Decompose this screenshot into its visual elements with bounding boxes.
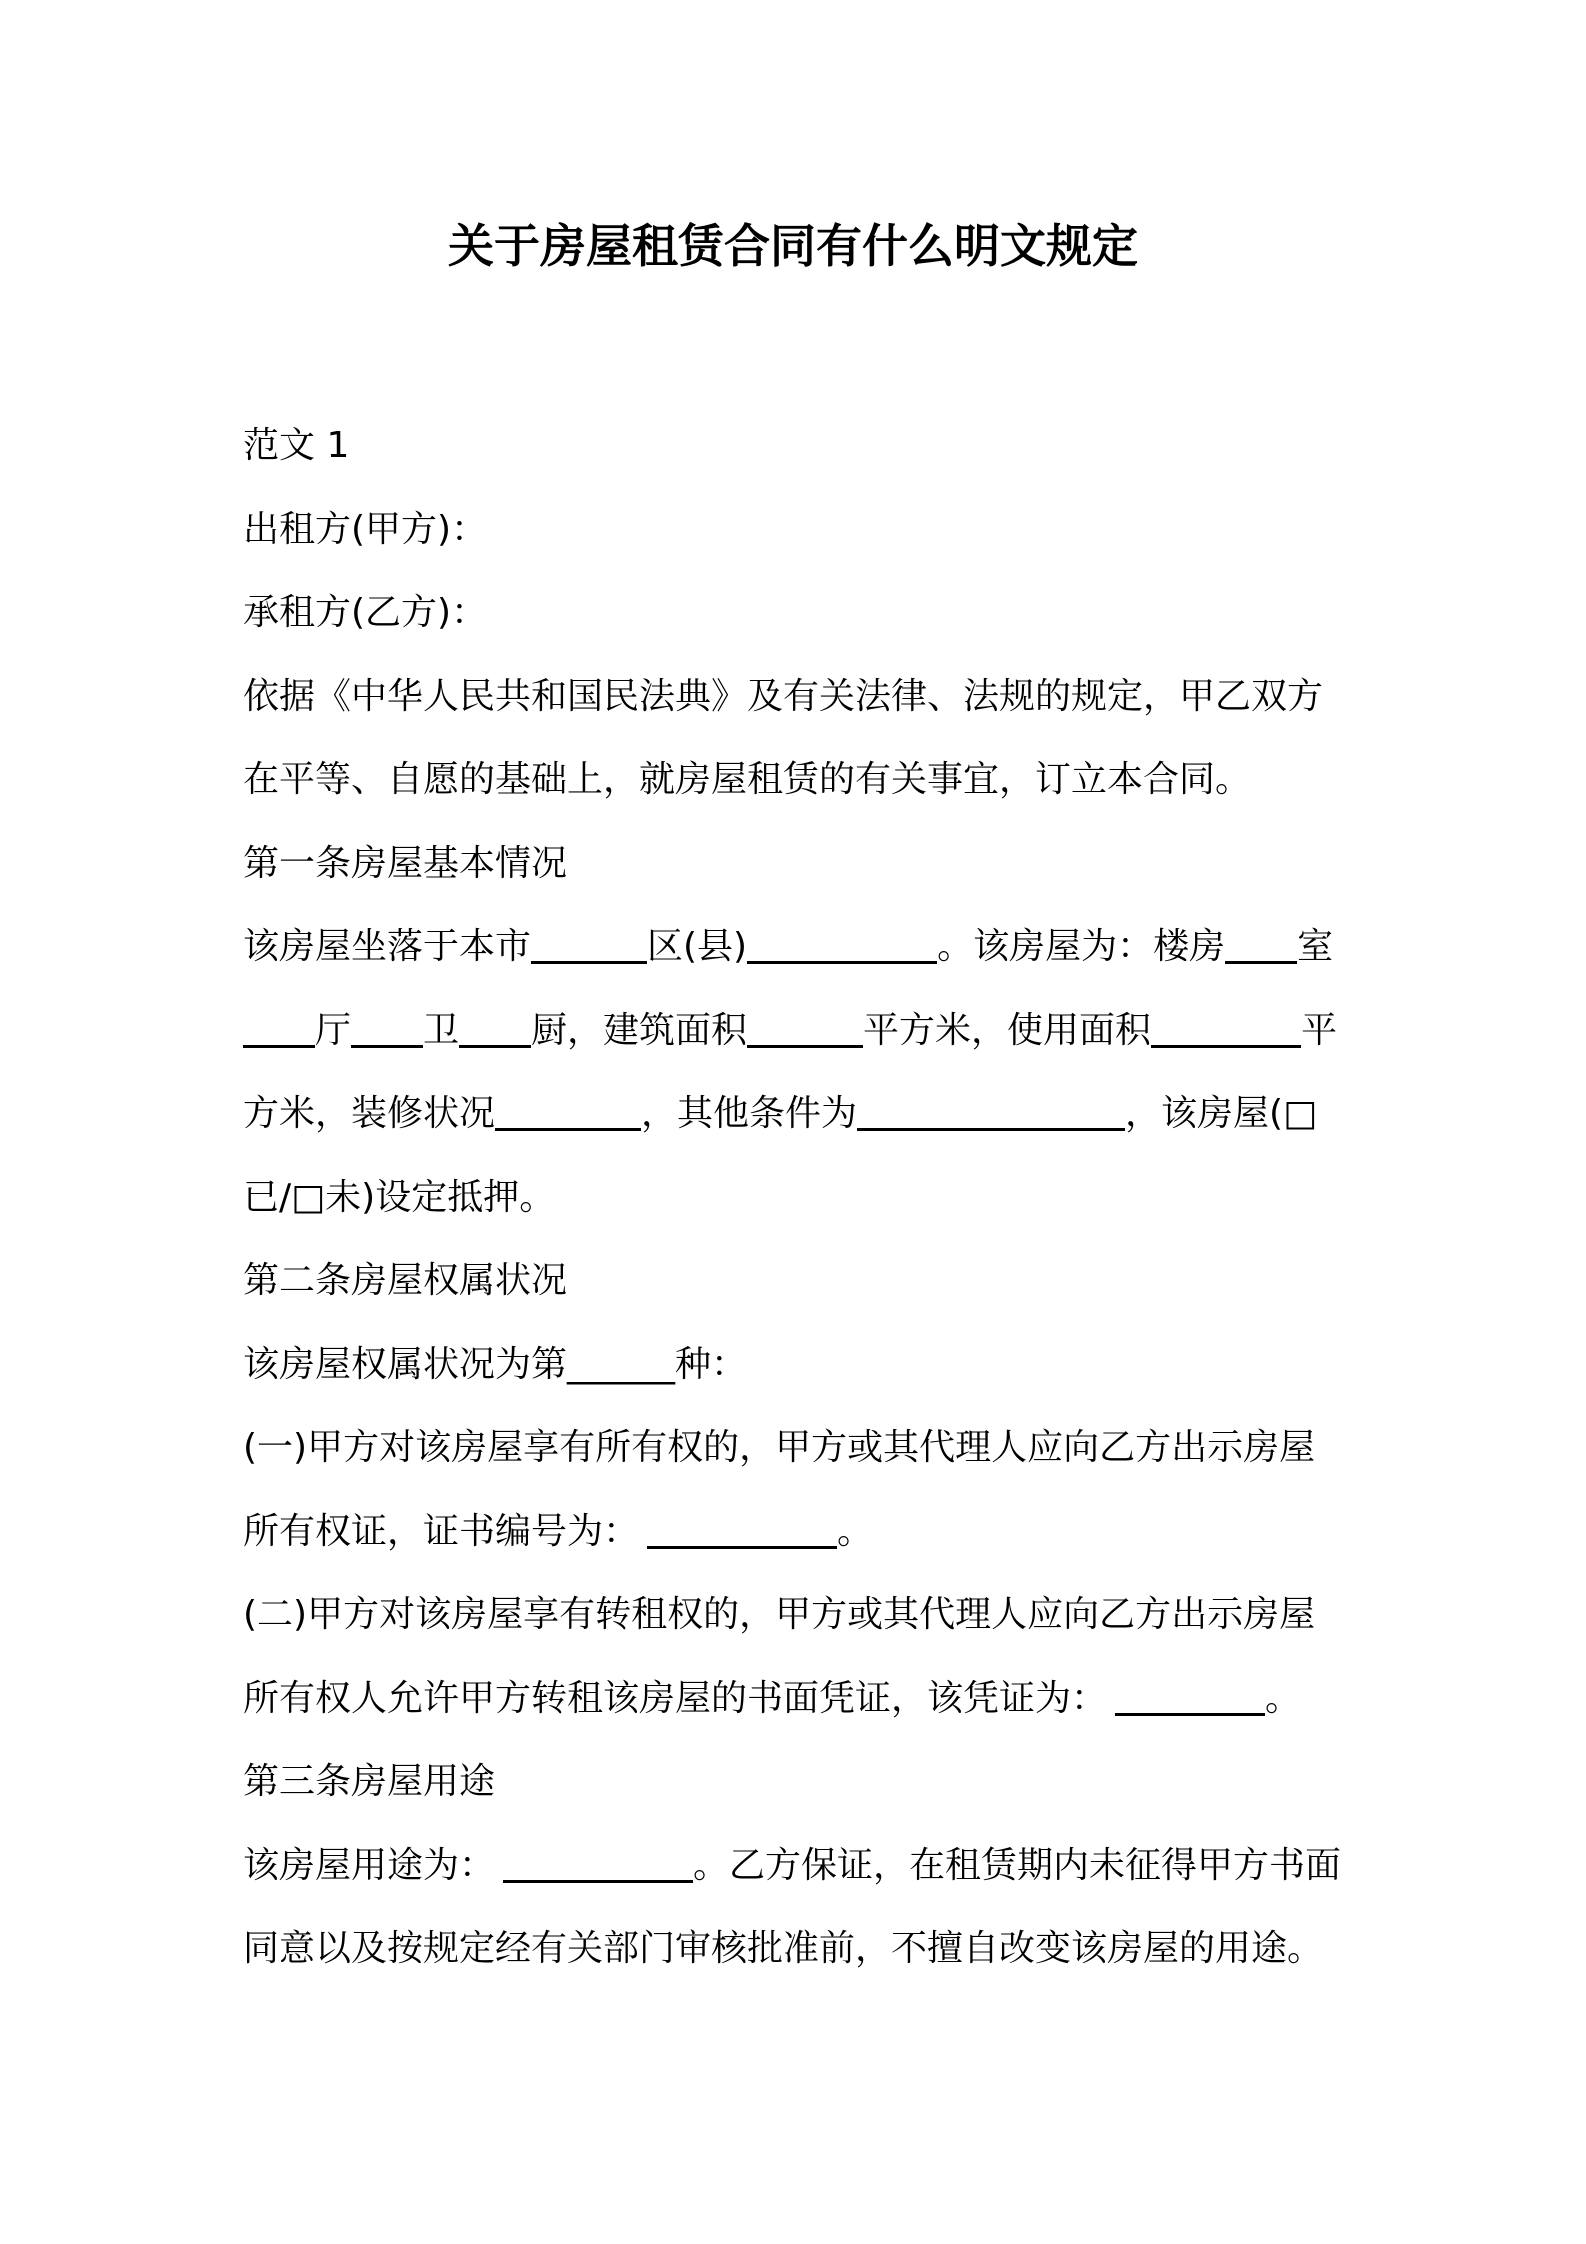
article-2-para-1-line-2 <box>243 1490 1353 1574</box>
sample-label: 范文 1 <box>243 425 350 466</box>
intro-line-2: 在平等、自愿的基础上，就房屋租赁的有关事宜，订立本合同。 <box>243 759 1252 800</box>
article-1-text: 方米，装修状况 <box>243 1093 496 1134</box>
article-1-text: 卫 <box>423 1009 460 1051</box>
document-body <box>243 404 1353 1991</box>
document-title: 关于房屋租赁合同有什么明文规定 <box>448 219 1138 273</box>
article-1-text: 厅 <box>315 1009 352 1051</box>
article-1-text: 室 <box>1297 926 1334 967</box>
article-2-line-1: 该房屋权属状况为第______种： <box>243 1343 748 1385</box>
article-1-line-4: 已/□未)设定抵押。 <box>243 1176 556 1218</box>
decoration-blank[interactable] <box>495 1092 641 1131</box>
article-1-text: 。该房屋为：楼房 <box>937 926 1226 967</box>
article-2-heading: 第二条房屋权属状况 <box>243 1260 568 1301</box>
article-2-para-2-line-2 <box>243 1657 1353 1741</box>
other-conditions-blank[interactable] <box>857 1092 1125 1131</box>
article-3-text: 。乙方保证，在租赁期内未征得甲方书面 <box>693 1844 1342 1886</box>
lessor-line: 出租方(甲方)： <box>243 508 488 550</box>
bathrooms-blank[interactable] <box>351 1009 423 1048</box>
rooms-blank[interactable] <box>1225 925 1297 964</box>
article-3-line-1 <box>243 1824 1353 1908</box>
article-2-text: 所有权人允许甲方转租该房屋的书面凭证，该凭证为： <box>243 1677 1108 1719</box>
article-2-text: 所有权证，证书编号为： <box>243 1510 640 1552</box>
article-1-text: 平 <box>1301 1009 1338 1051</box>
article-1-line-2 <box>243 989 1353 1073</box>
halls-blank[interactable] <box>243 1009 315 1048</box>
article-3-line-2: 同意以及按规定经有关部门审核批准前，不擅自改变该房屋的用途。 <box>243 1928 1324 1969</box>
certificate-number-blank[interactable] <box>647 1510 837 1549</box>
article-1-text: 平方米，使用面积 <box>863 1009 1152 1051</box>
article-1-heading: 第一条房屋基本情况 <box>243 842 568 884</box>
article-2-para-2-line-1: (二)甲方对该房屋享有转租权的，甲方或其代理人应向乙方出示房屋 <box>243 1594 1316 1635</box>
article-2-para-1-line-1: (一)甲方对该房屋享有所有权的，甲方或其代理人应向乙方出示房屋 <box>243 1427 1316 1468</box>
article-3-heading: 第三条房屋用途 <box>243 1761 496 1802</box>
usable-area-blank[interactable] <box>1151 1009 1301 1048</box>
article-1-line-3 <box>243 1072 1353 1156</box>
sublease-certificate-blank[interactable] <box>1115 1677 1265 1716</box>
article-2-text: 。 <box>837 1510 874 1552</box>
building-area-blank[interactable] <box>747 1009 863 1048</box>
intro-line-1: 依据《中华人民共和国民法典》及有关法律、法规的规定，甲乙双方 <box>243 675 1324 717</box>
district-blank[interactable] <box>531 925 647 964</box>
article-2-text: 。 <box>1265 1677 1302 1719</box>
usage-blank[interactable] <box>503 1844 693 1883</box>
article-1-text: 厨，建筑面积 <box>531 1009 748 1051</box>
address-blank[interactable] <box>747 925 937 964</box>
article-1-text: 区(县) <box>647 926 748 967</box>
article-1-text: 该房屋坐落于本市 <box>243 926 532 967</box>
article-1-line-1 <box>243 905 1353 989</box>
article-1-text: ，其他条件为 <box>641 1093 858 1134</box>
article-3-text: 该房屋用途为： <box>243 1844 496 1886</box>
article-1-text: ，该房屋(□ <box>1125 1093 1318 1134</box>
kitchens-blank[interactable] <box>459 1009 531 1048</box>
lessee-line: 承租方(乙方)： <box>243 592 488 633</box>
